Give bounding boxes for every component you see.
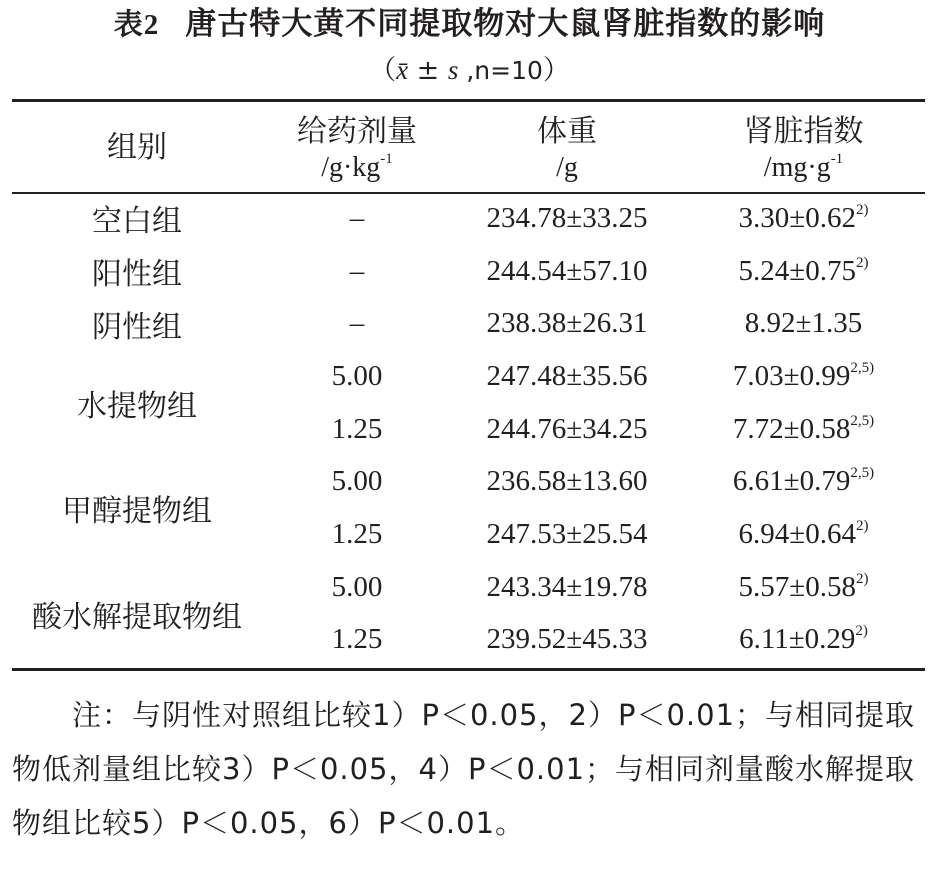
table-title-text: 唐古特大黄不同提取物对大鼠肾脏指数的影响 <box>185 6 826 42</box>
header-kidney-index <box>682 107 925 192</box>
dose-cell: 5.00 <box>331 359 383 392</box>
header-dose-unit-main: /g·kg <box>321 151 381 183</box>
data-table <box>12 107 925 666</box>
kidney-index-value: 6.61±0.79 <box>732 465 851 498</box>
kidney-index-value: 7.03±0.99 <box>732 359 851 392</box>
significance-marker: 2) <box>855 570 869 587</box>
header-row <box>12 107 925 192</box>
kidney-index-cell <box>682 403 925 456</box>
group-name-cell: 阴性组 <box>92 309 182 345</box>
table-row <box>12 561 925 614</box>
kidney-index-cell <box>682 561 925 614</box>
dose-cell: 1.25 <box>331 412 383 445</box>
body-weight-cell: 238.38±26.31 <box>486 307 648 340</box>
body-weight-cell: 244.76±34.25 <box>486 412 648 445</box>
footnote-line: 注：与阴性对照组比较1）P＜0.05，2）P＜0.01；与相同提取 <box>12 698 916 732</box>
significance-marker: 2,5) <box>850 359 875 376</box>
table-number: 表2 <box>113 9 160 41</box>
table-row <box>12 192 925 245</box>
kidney-index-cell <box>682 455 925 508</box>
group-name-cell: 空白组 <box>92 204 182 240</box>
group-name-cell: 水提物组 <box>77 388 197 424</box>
dose-cell: 5.00 <box>331 570 383 603</box>
body-weight-cell: 244.54±57.10 <box>486 254 648 287</box>
group-name-cell: 阳性组 <box>92 257 182 293</box>
table-subtitle <box>0 52 939 89</box>
body-weight-cell: 243.34±19.78 <box>486 570 648 603</box>
significance-marker: 2) <box>855 201 869 218</box>
kidney-index-cell <box>682 192 925 245</box>
top-rule <box>12 99 925 102</box>
kidney-index-value: 5.57±0.58 <box>738 570 856 603</box>
table-body <box>12 192 925 666</box>
subtitle-sample-size: ,n=10 <box>458 56 543 85</box>
kidney-index-value: 8.92±1.35 <box>744 307 863 340</box>
subtitle-sd-symbol: s <box>447 55 459 85</box>
dose-cell: 5.00 <box>331 465 383 498</box>
subtitle-close-paren: ） <box>542 55 570 86</box>
header-kidney-index-unit-main: /mg·g <box>763 151 831 183</box>
table-row <box>12 245 925 298</box>
dose-cell: – <box>349 307 365 340</box>
table-row <box>12 350 925 403</box>
header-kidney-index-label: 肾脏指数 <box>743 113 864 149</box>
header-kidney-index-unit <box>682 150 925 186</box>
body-weight-cell: 236.58±13.60 <box>486 465 648 498</box>
significance-marker: 2,5) <box>850 465 875 482</box>
dose-cell: – <box>349 201 365 234</box>
kidney-index-cell <box>682 614 925 667</box>
header-group-label: 组别 <box>107 129 167 165</box>
significance-marker: 2) <box>855 517 869 534</box>
table-footnote <box>12 688 927 850</box>
dose-cell: – <box>349 254 365 287</box>
body-weight-cell: 247.53±25.54 <box>486 517 648 550</box>
footnote-line: 物组比较5）P＜0.05，6）P＜0.01。 <box>12 806 526 840</box>
kidney-index-value: 6.11±0.29 <box>739 623 856 656</box>
header-weight-label: 体重 <box>537 113 597 149</box>
body-weight-cell: 239.52±45.33 <box>486 623 648 656</box>
header-weight-unit: /g <box>556 151 578 183</box>
bottom-rule <box>12 668 925 671</box>
table-row <box>12 455 925 508</box>
kidney-index-cell <box>682 245 925 298</box>
table-row <box>12 297 925 350</box>
kidney-index-cell <box>682 508 925 561</box>
footnote-line: 物低剂量组比较3）P＜0.05，4）P＜0.01；与相同剂量酸水解提取 <box>12 752 916 786</box>
header-kidney-index-unit-exponent: -1 <box>830 150 844 167</box>
subtitle-mean-symbol: x̄ <box>396 55 409 85</box>
kidney-index-value: 5.24±0.75 <box>738 254 856 287</box>
significance-marker: 2) <box>855 623 868 640</box>
group-name-cell: 甲醇提物组 <box>62 494 212 530</box>
subtitle-plus-minus: ± <box>408 55 448 86</box>
header-group <box>12 107 262 192</box>
kidney-index-value: 6.94±0.64 <box>738 517 856 550</box>
dose-cell: 1.25 <box>331 517 383 550</box>
header-dose-unit-exponent: -1 <box>380 150 393 167</box>
significance-marker: 2) <box>855 254 869 271</box>
kidney-index-cell <box>682 297 925 350</box>
group-name-cell: 酸水解提取物组 <box>32 599 242 635</box>
significance-marker: 2,5) <box>850 412 875 429</box>
body-weight-cell: 234.78±33.25 <box>486 201 648 234</box>
table-title <box>0 4 939 45</box>
header-dose-unit <box>262 150 452 186</box>
header-weight <box>452 107 682 192</box>
header-dose <box>262 107 452 192</box>
kidney-index-value: 7.72±0.58 <box>732 412 851 445</box>
header-dose-label: 给药剂量 <box>297 113 417 149</box>
kidney-index-value: 3.30±0.62 <box>738 201 856 234</box>
body-weight-cell: 247.48±35.56 <box>486 359 648 392</box>
subtitle-open-paren: （ <box>369 55 397 86</box>
dose-cell: 1.25 <box>331 623 383 656</box>
kidney-index-cell <box>682 350 925 403</box>
